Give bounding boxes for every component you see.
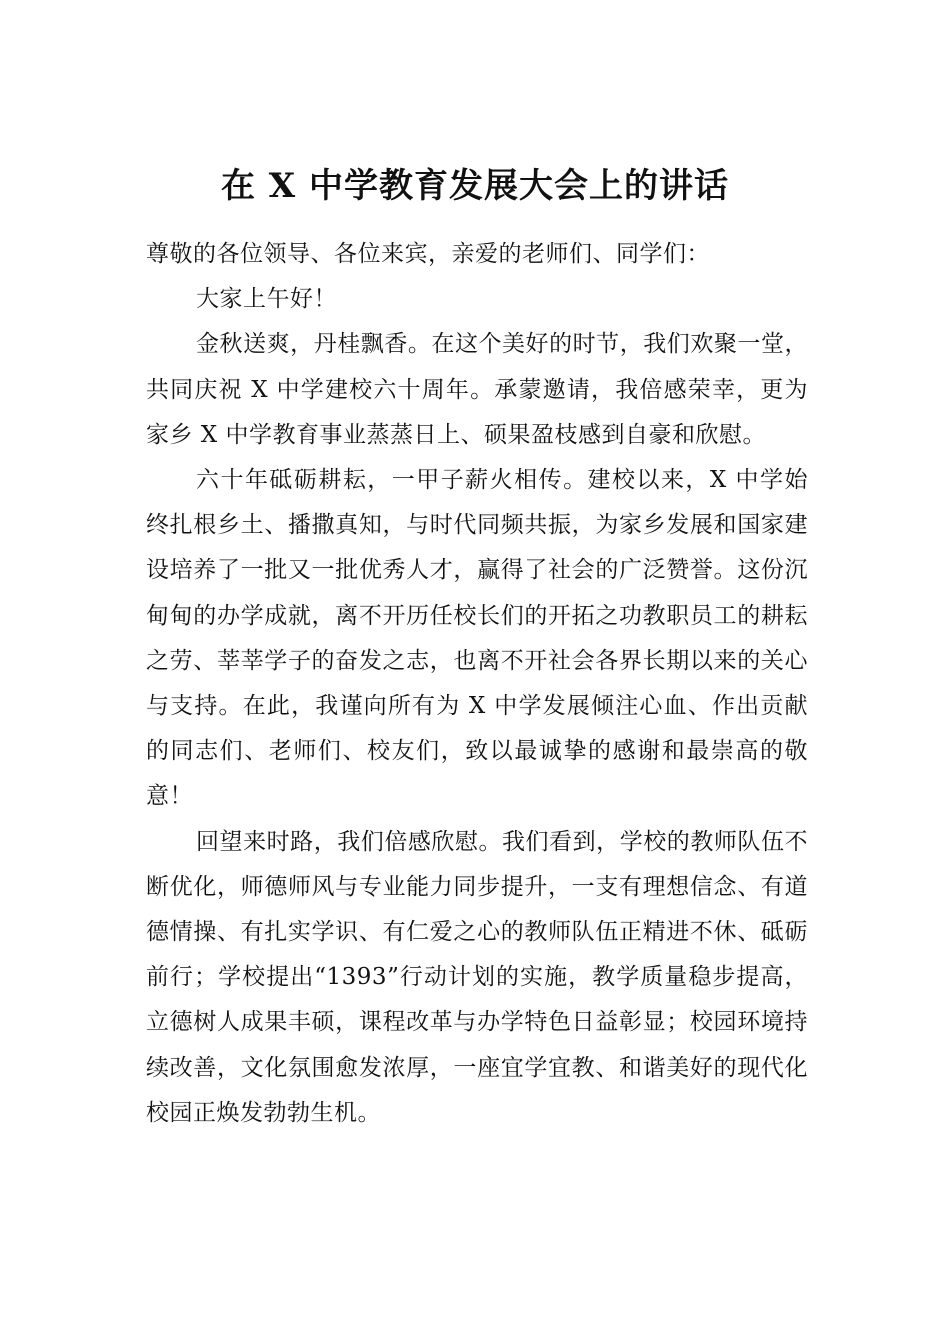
salutation: 尊敬的各位领导、各位来宾，亲爱的老师们、同学们： — [146, 241, 710, 267]
paragraph-history: 六十年砥砺耕耘，一甲子薪火相传。建校以来，X 中学始终扎根乡土、播撒真知，与时代同频共振，为家乡发展和国家建设培养了一批又一批优秀人才，赢得了社会的广泛赞誉。这份沉甸甸的办学成就，离不开历任校长们的开拓之功教职员工的耕耘之劳、莘莘学子的奋发之志，也离不开社会各界长期以来的关心与支持。在此，我谨向所有为 X 中学发展倾注心血、作出贡献的同志们、老师们、校友们，致以最诚挚的感谢和最崇高的敬意！ — [146, 467, 808, 810]
paragraph-greeting: 大家上午好！ — [196, 286, 337, 313]
page-title: 在 X 中学教育发展大会上的讲话 — [220, 166, 730, 206]
paragraph-opening: 金秋送爽，丹桂飘香。在这个美好的时节，我们欢聚一堂，共同庆祝 X 中学建校六十周年。承蒙邀请，我倍感荣幸，更为家乡 X 中学教育事业蒸蒸日上、硕果盈枝感到自豪和欣慰。 — [146, 331, 808, 448]
paragraph-achievements: 回望来时路，我们倍感欣慰。我们看到，学校的教师队伍不断优化，师德师风与专业能力同步提升，一支有理想信念、有道德情操、有扎实学识、有仁爱之心的教师队伍正精进不休、砥砺前行；学校提出“1393”行动计划的实施，教学质量稳步提高，立德树人成果丰硕，课程改革与办学特色日益彰显；校园环境持续改善，文化氛围愈发浓厚，一座宜学宜教、和谐美好的现代化校园正焕发勃勃生机。 — [146, 828, 808, 1126]
speech-body — [146, 232, 808, 1136]
